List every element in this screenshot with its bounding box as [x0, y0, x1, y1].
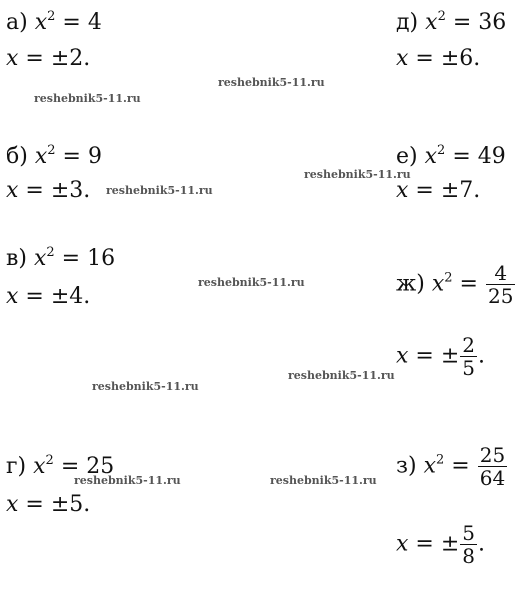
fraction-numerator: 5: [462, 521, 476, 545]
equation-rhs: = 16: [61, 246, 116, 271]
problem-v-answer: [6, 284, 90, 310]
watermark: reshebnik5-11.ru: [106, 184, 213, 197]
problem-label: а): [6, 10, 28, 35]
watermark: reshebnik5-11.ru: [34, 92, 141, 105]
variable: x: [34, 144, 48, 169]
watermark: reshebnik5-11.ru: [92, 380, 199, 393]
fraction: [478, 444, 507, 489]
problem-a-equation: [6, 4, 102, 36]
problem-e-equation: [396, 138, 506, 170]
watermark: reshebnik5-11.ru: [288, 369, 395, 382]
watermark: reshebnik5-11.ru: [74, 474, 181, 487]
answer-variable: x: [6, 492, 19, 517]
fraction-numerator: 2: [462, 333, 476, 357]
answer-variable: x: [6, 178, 19, 203]
variable: x: [424, 144, 438, 169]
answer-period: .: [478, 343, 486, 369]
problem-zh-equation: [396, 262, 516, 307]
problem-label: б): [6, 144, 28, 169]
answer-value: = ±6.: [415, 46, 481, 71]
exponent: 2: [437, 9, 446, 24]
equation-rhs: = 9: [62, 144, 102, 169]
exponent: 2: [47, 143, 56, 158]
answer-sign: = ±: [415, 531, 460, 557]
exponent: 2: [47, 9, 56, 24]
answer-variable: x: [396, 343, 409, 369]
answer-variable: x: [396, 178, 409, 203]
problem-b-answer: [6, 178, 90, 204]
variable: x: [33, 454, 46, 479]
problem-label: в): [6, 246, 27, 271]
answer-value: = ±7.: [415, 178, 481, 203]
answer-fraction: [460, 522, 477, 567]
equation-sign: =: [451, 453, 470, 479]
exponent: 2: [46, 245, 55, 260]
variable: x: [423, 453, 437, 479]
fraction-denominator: 64: [479, 466, 506, 490]
exponent: 2: [436, 452, 445, 468]
answer-fraction: [460, 334, 477, 379]
exponent: 2: [437, 143, 446, 158]
fraction-denominator: 25: [487, 284, 514, 308]
answer-variable: x: [6, 284, 19, 309]
problem-label: г): [6, 454, 27, 479]
equation-rhs: = 25: [60, 454, 115, 479]
watermark: reshebnik5-11.ru: [198, 276, 305, 289]
variable: x: [431, 271, 445, 297]
problem-d-answer: [396, 46, 480, 72]
fraction: [486, 262, 515, 307]
problem-zh-answer: [396, 334, 485, 379]
fraction-numerator: 25: [479, 443, 506, 467]
fraction-denominator: 5: [462, 356, 476, 380]
answer-variable: x: [396, 531, 409, 557]
answer-value: = ±2.: [25, 46, 91, 71]
watermark: reshebnik5-11.ru: [270, 474, 377, 487]
problem-label: ж): [396, 271, 425, 297]
problem-label: е): [396, 144, 418, 169]
answer-value: = ±3.: [25, 178, 91, 203]
watermark: reshebnik5-11.ru: [218, 76, 325, 89]
problem-d-equation: [396, 4, 506, 36]
problem-z-equation: [396, 444, 508, 489]
problem-v-equation: [6, 240, 115, 272]
exponent: 2: [444, 270, 453, 286]
equation-rhs: = 36: [452, 10, 507, 35]
answer-value: = ±4.: [25, 284, 91, 309]
fraction-denominator: 8: [462, 544, 476, 568]
variable: x: [33, 246, 47, 271]
problem-label: з): [396, 453, 417, 479]
equation-rhs: = 4: [62, 10, 102, 35]
variable: x: [34, 10, 48, 35]
problem-label: д): [396, 10, 419, 35]
fraction-numerator: 4: [494, 261, 508, 285]
watermark: reshebnik5-11.ru: [304, 168, 411, 181]
problem-a-answer: [6, 46, 90, 72]
variable: x: [425, 10, 438, 35]
answer-variable: x: [396, 46, 409, 71]
equation-rhs: = 49: [452, 144, 506, 169]
exponent: 2: [45, 453, 54, 468]
answer-period: .: [478, 531, 486, 557]
equation-sign: =: [459, 271, 478, 297]
answer-variable: x: [6, 46, 19, 71]
answer-value: = ±5.: [25, 492, 91, 517]
answer-sign: = ±: [415, 343, 460, 369]
problem-e-answer: [396, 178, 480, 204]
problem-b-equation: [6, 138, 102, 170]
problem-g-answer: [6, 492, 90, 518]
problem-z-answer: [396, 522, 485, 567]
